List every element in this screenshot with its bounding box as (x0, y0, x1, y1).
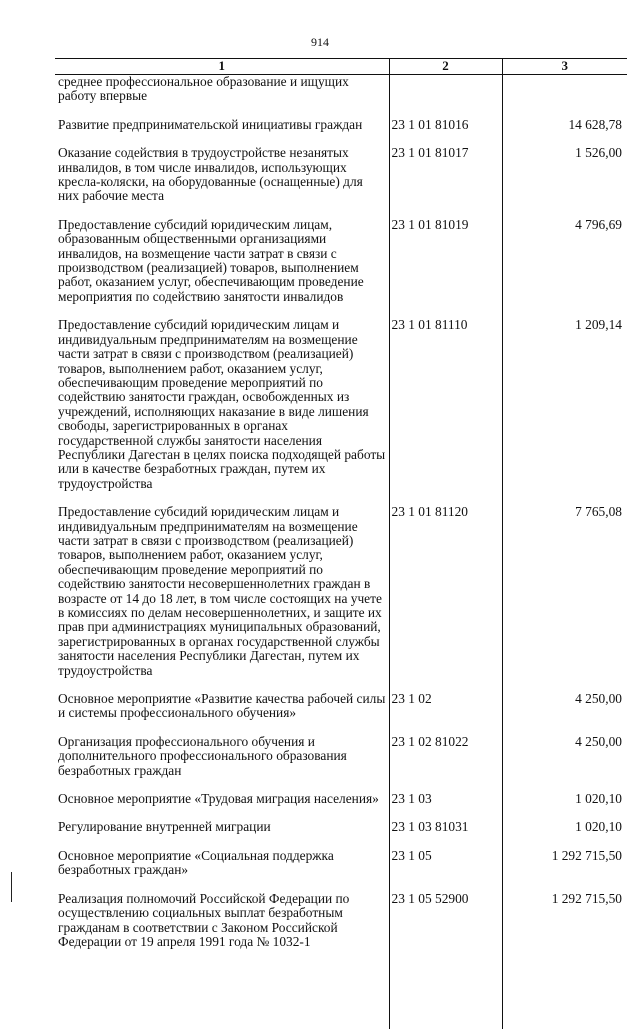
row-code (389, 75, 502, 104)
row-name: Основное мероприятие «Трудовая миграция населения» (58, 791, 379, 807)
row-name: Основное мероприятие «Развитие качества рабочей силы и системы профессионального обучения» (58, 691, 386, 721)
budget-table (55, 58, 627, 1029)
row-amount: 4 250,00 (502, 735, 627, 778)
row-code: 23 1 03 (389, 792, 502, 806)
table-row (55, 849, 627, 878)
row-code: 23 1 02 (389, 692, 502, 721)
row-name: Регулирование внутренней миграции (58, 819, 271, 835)
column-header-name: 1 (55, 59, 389, 75)
row-amount: 1 020,10 (502, 792, 627, 806)
row-code: 23 1 01 81120 (389, 505, 502, 678)
row-name: Оказание содействия в трудоустройстве незанятых инвалидов, в том числе инвалидов, использующих кресла-коляски, на оборудованные (оснащенные) для них рабочие места (58, 145, 363, 204)
table-row (55, 692, 627, 721)
column-header-code: 2 (389, 59, 502, 75)
table-row (55, 118, 627, 132)
table-row (55, 505, 627, 678)
table-row (55, 792, 627, 806)
row-spacer (55, 678, 627, 692)
row-name: Предоставление субсидий юридическим лицам, образованным общественными организациями инвалидов, на возмещение части затрат в связи с производством (реализацией) товаров, выполнением работ, оказанием услуг, обеспечивающим проведение мероприятия по содействию занятости инвалидов (58, 216, 364, 304)
row-code: 23 1 05 (389, 849, 502, 878)
column-header-amount: 3 (502, 59, 627, 75)
table-row (55, 146, 627, 204)
margin-mark (11, 872, 12, 902)
row-amount: 1 526,00 (502, 146, 627, 204)
row-amount: 1 292 715,50 (502, 892, 627, 950)
row-spacer (55, 806, 627, 820)
row-name: Развитие предпринимательской инициативы граждан (58, 116, 363, 132)
row-name: Организация профессионального обучения и дополнительного профессионального образования безработных граждан (58, 733, 347, 778)
row-name: Реализация полномочий Российской Федерации по осуществлению социальных выплат безработным гражданам в соответствии с Законом Российской Федерации от 19 апреля 1991 года № 1032-1 (58, 890, 350, 949)
row-spacer (55, 304, 627, 318)
row-spacer (55, 835, 627, 849)
row-amount: 1 292 715,50 (502, 849, 627, 878)
row-code: 23 1 03 81031 (389, 820, 502, 834)
table-row (55, 820, 627, 834)
row-name: среднее профессиональное образование и ищущих работу впервые (58, 74, 349, 104)
row-spacer (55, 949, 627, 1029)
row-amount: 4 250,00 (502, 692, 627, 721)
row-name: Основное мероприятие «Социальная поддержка безработных граждан» (58, 847, 334, 878)
table-row (55, 318, 627, 491)
row-code: 23 1 01 81019 (389, 218, 502, 304)
row-code: 23 1 01 81110 (389, 318, 502, 491)
row-spacer (55, 778, 627, 792)
row-code: 23 1 02 81022 (389, 735, 502, 778)
row-code: 23 1 01 81017 (389, 146, 502, 204)
row-spacer (55, 132, 627, 146)
row-spacer (55, 104, 627, 118)
budget-table-container (55, 58, 627, 949)
table-row (55, 218, 627, 304)
row-amount: 1 209,14 (502, 318, 627, 491)
row-name: Предоставление субсидий юридическим лицам и индивидуальным предпринимателям на возмещение части затрат в связи с производством (реализацией) товаров, выполнением работ, оказанием услуг, обеспечивающим проведение мероприятий по содействию занятости несовершеннолетних граждан в возрасте от 14 до 18 лет, в том числе состоящих на учете в комиссиях по делам несовершеннолетних, и защите их прав при администрациях муниципальных образований, зарегистрированных в органах государственной службы занятости населения Республики Дагестан, путем их трудоустройства (58, 504, 382, 678)
page-number: 914 (311, 35, 329, 49)
row-amount: 14 628,78 (502, 118, 627, 132)
row-code: 23 1 05 52900 (389, 892, 502, 950)
row-name: Предоставление субсидий юридическим лицам и индивидуальным предпринимателям на возмещение части затрат в связи с производством (реализацией) товаров, выполнением работ, оказанием услуг, обеспечивающим проведение мероприятий по содействию занятости граждан, освобожденных из учреждений, исполняющих наказание в виде лишения свободы, зарегистрированных в органах государственной службы занятости населения Республики Дагестан в целях поиска подходящей работы или в качестве безработных граждан, путем их трудоустройства (58, 317, 386, 491)
table-row (55, 892, 627, 950)
row-amount (502, 75, 627, 104)
table-row (55, 735, 627, 778)
row-amount: 1 020,10 (502, 820, 627, 834)
row-spacer (55, 491, 627, 505)
row-code: 23 1 01 81016 (389, 118, 502, 132)
row-spacer (55, 878, 627, 892)
table-row (55, 75, 627, 104)
row-amount: 4 796,69 (502, 218, 627, 304)
row-amount: 7 765,08 (502, 505, 627, 678)
table-header-row (55, 59, 627, 75)
row-spacer (55, 721, 627, 735)
row-spacer (55, 204, 627, 218)
